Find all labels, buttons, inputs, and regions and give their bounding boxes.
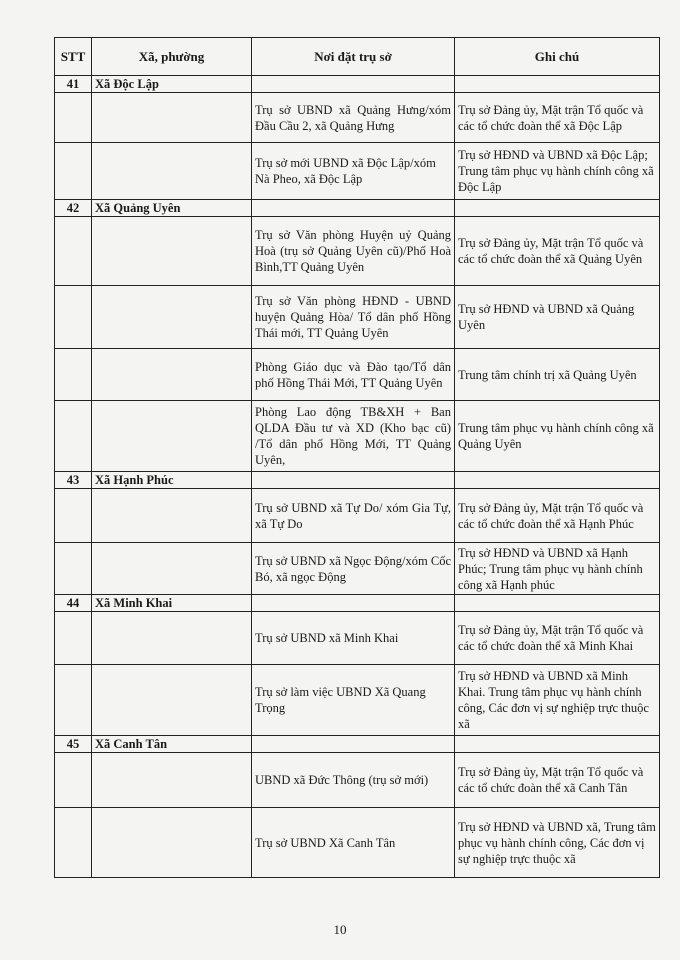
note-cell: Trụ sở Đảng ủy, Mặt trận Tổ quốc và các tổ chức đoàn thể xã Quảng Uyên [455, 217, 660, 286]
group-stt: 44 [55, 595, 92, 612]
location-cell: Phòng Giáo dục và Đào tạo/Tổ dân phố Hồng Thái Mới, TT Quảng Uyên [252, 349, 455, 401]
location-cell: Trụ sở UBND Xã Canh Tân [252, 808, 455, 878]
header-ghi-chu: Ghi chú [455, 38, 660, 76]
table-row [55, 349, 660, 401]
document-table [54, 37, 660, 878]
group-name: Xã Độc Lập [92, 76, 252, 93]
table-row [55, 543, 660, 595]
note-cell: Trụ sở Đảng ủy, Mặt trận Tổ quốc và các tổ chức đoàn thể xã Minh Khai [455, 612, 660, 665]
note-cell: Trụ sở Đảng ủy, Mặt trận Tổ quốc và các tổ chức đoàn thể xã Canh Tân [455, 753, 660, 808]
note-cell: Trụ sở HĐND và UBND xã Quảng Uyên [455, 286, 660, 349]
table-row [55, 401, 660, 472]
table-row [55, 612, 660, 665]
group-stt: 45 [55, 736, 92, 753]
table-row [55, 489, 660, 543]
header-row [55, 38, 660, 76]
group-stt: 41 [55, 76, 92, 93]
note-cell: Trụ sở Đảng ủy, Mặt trận Tổ quốc và các tổ chức đoàn thể xã Hạnh Phúc [455, 489, 660, 543]
group-stt: 42 [55, 200, 92, 217]
table-row [55, 665, 660, 736]
group-stt: 43 [55, 472, 92, 489]
group-row [55, 595, 660, 612]
location-cell: Trụ sở UBND xã Quảng Hưng/xóm Đầu Cầu 2, xã Quảng Hưng [252, 93, 455, 143]
location-cell: Phòng Lao động TB&XH + Ban QLDA Đầu tư và XD (Kho bạc cũ) /Tổ dân phố Hồng Mới, TT Quảng Uyên, [252, 401, 455, 472]
group-row [55, 76, 660, 93]
group-row [55, 736, 660, 753]
note-cell: Trụ sở HĐND và UBND xã, Trung tâm phục vụ hành chính công, Các đơn vị sự nghiệp trực thuộc xã [455, 808, 660, 878]
table-row [55, 753, 660, 808]
location-cell: Trụ sở làm việc UBND Xã Quang Trọng [252, 665, 455, 736]
table-row [55, 143, 660, 200]
group-name: Xã Quảng Uyên [92, 200, 252, 217]
group-row [55, 200, 660, 217]
location-cell: Trụ sở mới UBND xã Độc Lập/xóm Nà Pheo, xã Độc Lập [252, 143, 455, 200]
header-noi-dat-tru-so: Nơi đặt trụ sở [252, 38, 455, 76]
group-name: Xã Minh Khai [92, 595, 252, 612]
location-cell: Trụ sở Văn phòng Huyện uỷ Quảng Hoà (trụ sở Quảng Uyên cũ)/Phố Hoà Bình,TT Quảng Uyên [252, 217, 455, 286]
table-row [55, 217, 660, 286]
note-cell: Trụ sở Đảng ủy, Mặt trận Tổ quốc và các tổ chức đoàn thể xã Độc Lập [455, 93, 660, 143]
group-name: Xã Hạnh Phúc [92, 472, 252, 489]
location-cell: Trụ sở UBND xã Minh Khai [252, 612, 455, 665]
note-cell: Trụ sở HĐND và UBND xã Độc Lập; Trung tâm phục vụ hành chính công xã Độc Lập [455, 143, 660, 200]
note-cell: Trụ sở HĐND và UBND xã Minh Khai. Trung tâm phục vụ hành chính công, Các đơn vị sự nghiệp trực thuộc xã [455, 665, 660, 736]
page-number: 10 [333, 922, 347, 937]
header-xa-phuong: Xã, phường [92, 38, 252, 76]
table-row [55, 808, 660, 878]
header-stt: STT [55, 38, 92, 76]
group-name: Xã Canh Tân [92, 736, 252, 753]
location-cell: UBND xã Đức Thông (trụ sở mới) [252, 753, 455, 808]
location-cell: Trụ sở UBND xã Tự Do/ xóm Gia Tự, xã Tự Do [252, 489, 455, 543]
location-cell: Trụ sở Văn phòng HĐND - UBND huyện Quảng Hòa/ Tổ dân phố Hồng Thái mới, TT Quảng Uyên [252, 286, 455, 349]
note-cell: Trụ sở HĐND và UBND xã Hạnh Phúc; Trung tâm phục vụ hành chính công xã Hạnh phúc [455, 543, 660, 595]
table-row [55, 286, 660, 349]
note-cell: Trung tâm chính trị xã Quảng Uyên [455, 349, 660, 401]
note-cell: Trung tâm phục vụ hành chính công xã Quảng Uyên [455, 401, 660, 472]
location-cell: Trụ sở UBND xã Ngọc Động/xóm Cốc Bó, xã ngọc Động [252, 543, 455, 595]
group-row [55, 472, 660, 489]
table-row [55, 93, 660, 143]
